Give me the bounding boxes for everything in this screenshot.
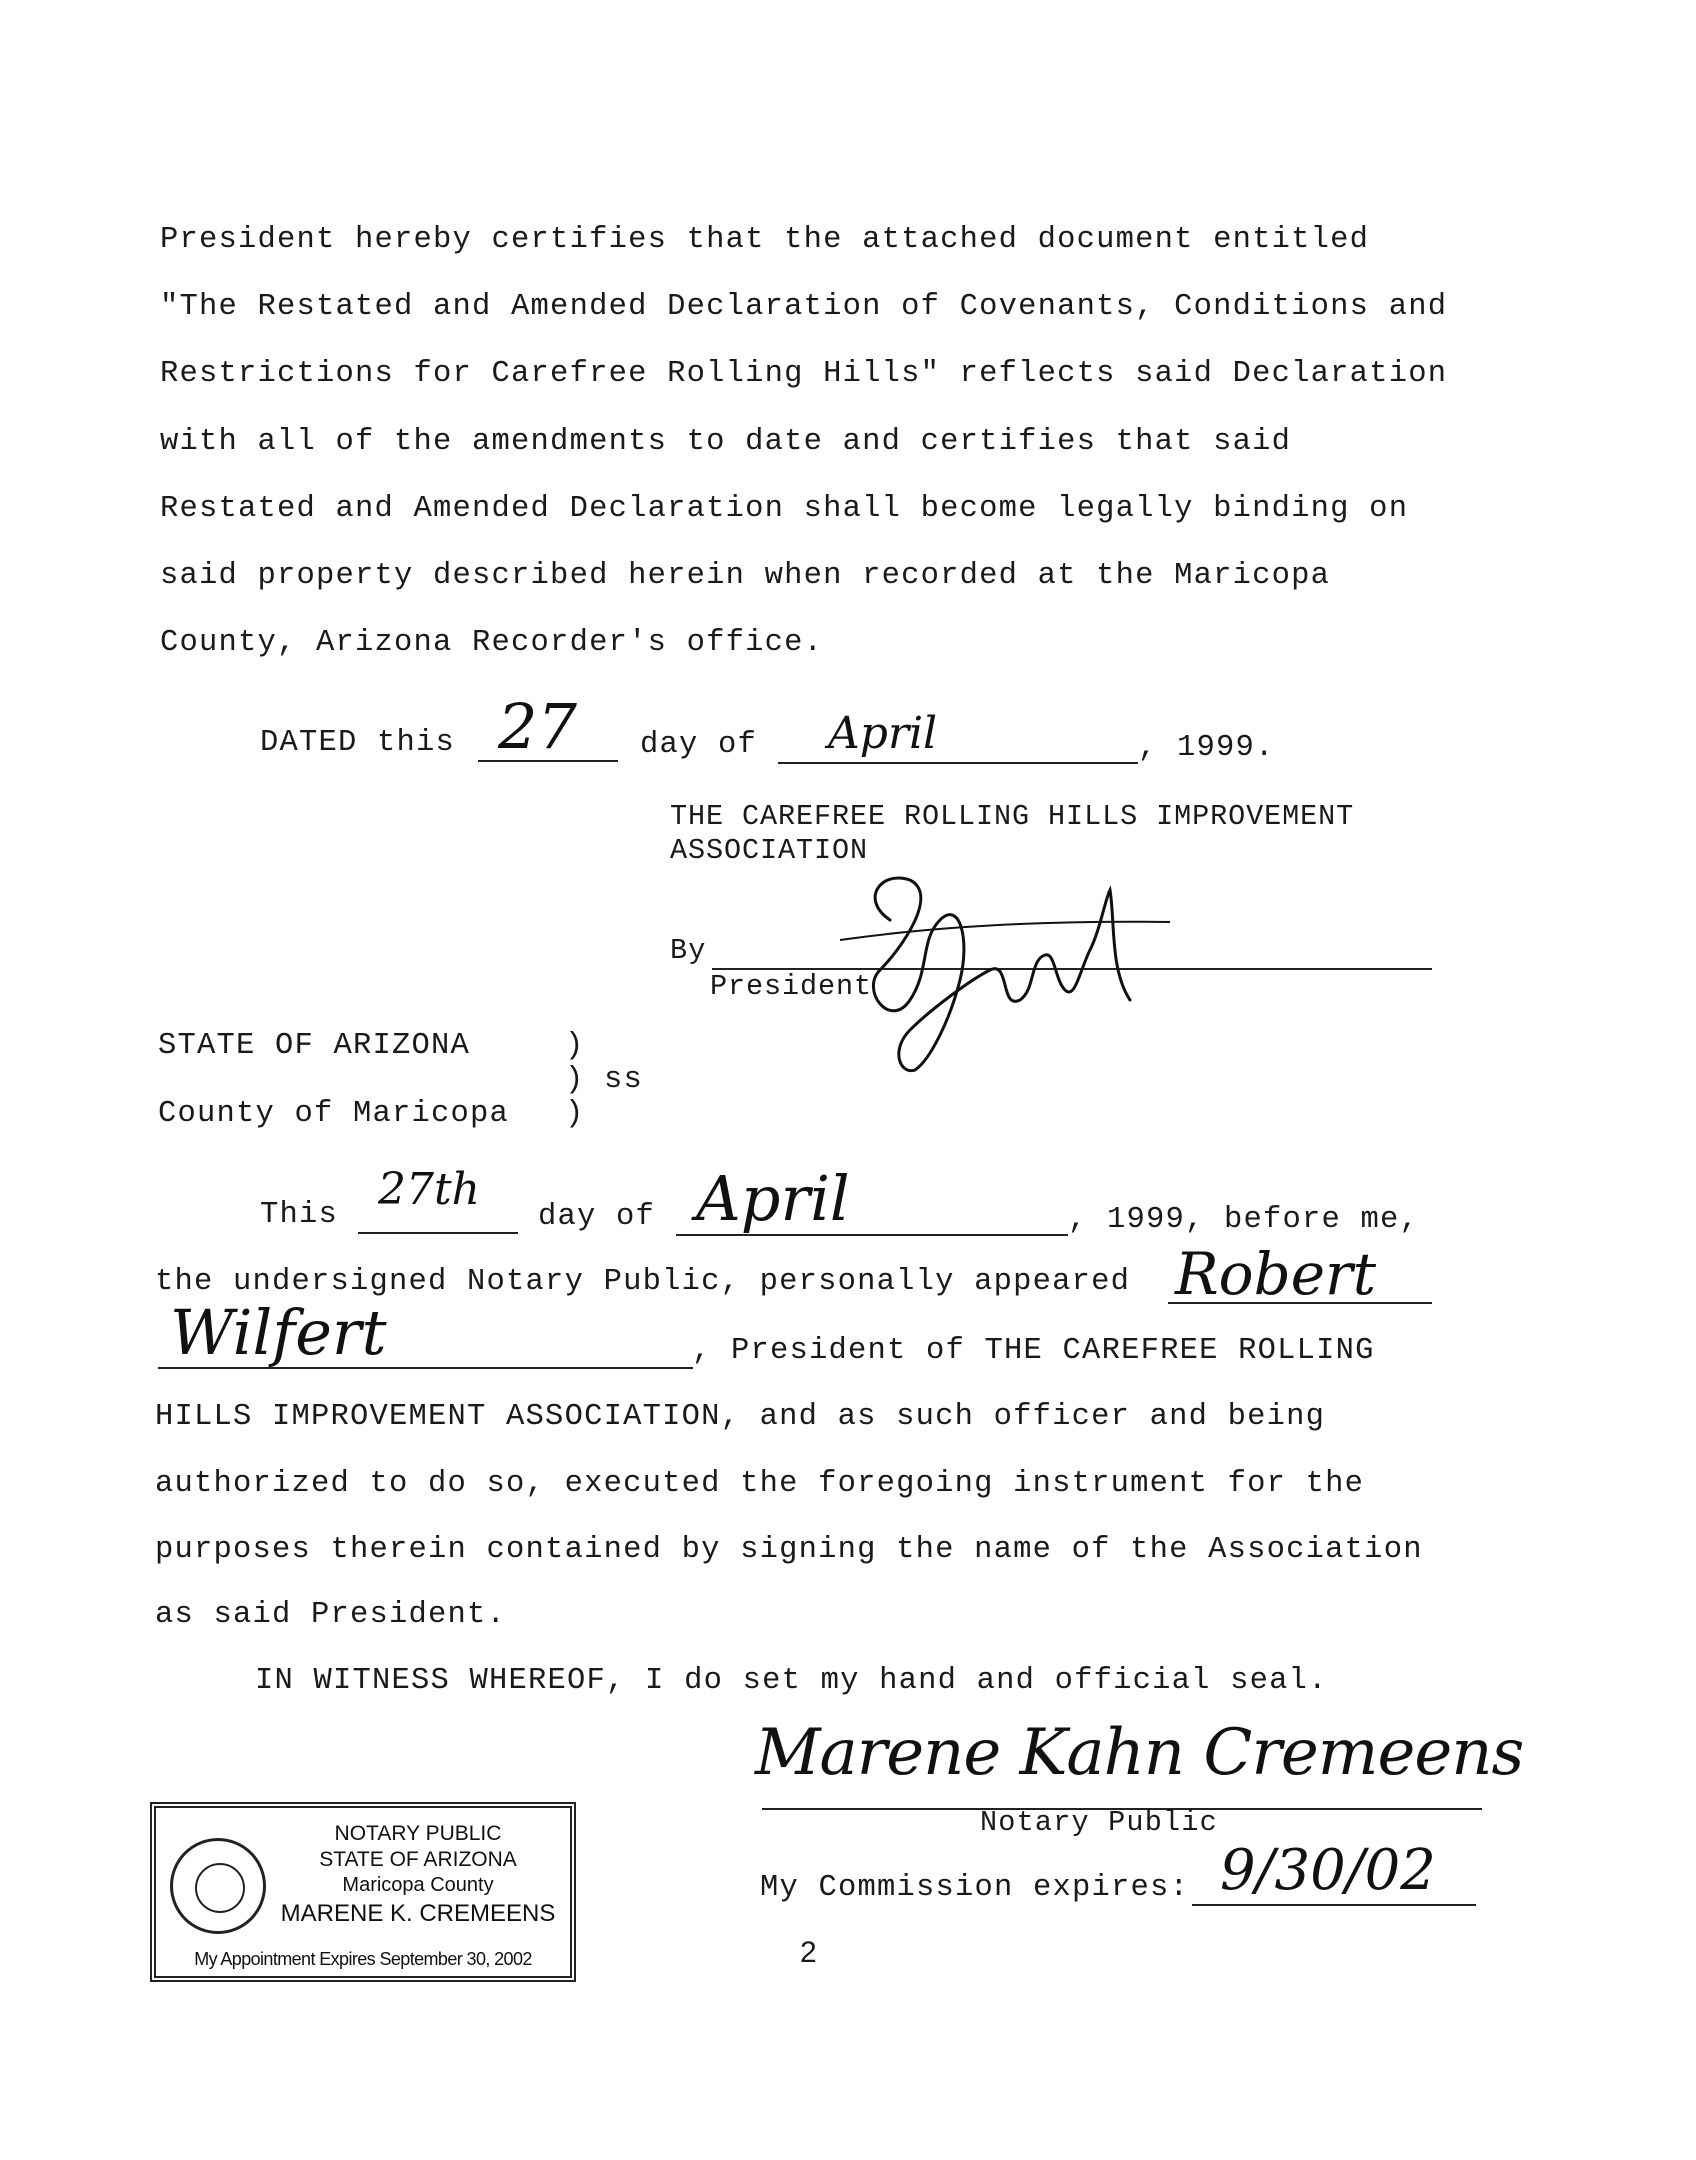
handwritten-ack-month: April bbox=[696, 1162, 850, 1235]
ack-line: HILLS IMPROVEMENT ASSOCIATION, and as such officer and being bbox=[155, 1400, 1326, 1434]
association-name-line2: ASSOCIATION bbox=[670, 834, 869, 867]
ack-day-of: day of bbox=[538, 1200, 656, 1234]
handwritten-ack-day: 27th bbox=[378, 1164, 481, 1215]
dated-year: , 1999. bbox=[1138, 731, 1275, 765]
ack-line3: , President of THE CAREFREE ROLLING bbox=[692, 1334, 1375, 1368]
stamp-line3: Maricopa County bbox=[342, 1874, 494, 1896]
handwritten-name-first: Robert bbox=[1175, 1240, 1377, 1308]
association-name-line1: THE CAREFREE ROLLING HILLS IMPROVEMENT bbox=[670, 800, 1355, 833]
stamp-name: MARENE K. CREMEENS bbox=[280, 1900, 556, 1927]
handwritten-commission-date: 9/30/02 bbox=[1220, 1838, 1436, 1903]
ack-day-blank bbox=[358, 1232, 518, 1234]
ack-line: purposes therein contained by signing the name of the Association bbox=[155, 1533, 1423, 1567]
arizona-seal-icon bbox=[170, 1838, 266, 1934]
commission-label: My Commission expires: bbox=[760, 1871, 1190, 1905]
president-signature bbox=[820, 860, 1180, 1080]
handwritten-day: 27 bbox=[498, 690, 577, 763]
by-label: By bbox=[670, 934, 707, 967]
ack-line: as said President. bbox=[155, 1598, 507, 1632]
ack-year: , 1999, before me, bbox=[1068, 1203, 1420, 1237]
month-blank bbox=[778, 762, 1138, 764]
paragraph-line: President hereby certifies that the attached document entitled bbox=[160, 223, 1370, 257]
stamp-line2: STATE OF ARIZONA bbox=[319, 1848, 517, 1871]
dated-prefix: DATED this bbox=[260, 726, 456, 760]
ack-this: This bbox=[260, 1198, 339, 1232]
commission-blank bbox=[1192, 1904, 1476, 1906]
paragraph-line: with all of the amendments to date and certifies that said bbox=[160, 425, 1292, 459]
paragraph-line: said property described herein when recorded at the Maricopa bbox=[160, 559, 1331, 593]
handwritten-month: April bbox=[828, 708, 938, 759]
paragraph-line: Restated and Amended Declaration shall become legally binding on bbox=[160, 492, 1409, 526]
paragraph-line: Restrictions for Carefree Rolling Hills" reflects said Declaration bbox=[160, 357, 1448, 391]
witness-line: IN WITNESS WHEREOF, I do set my hand and official seal. bbox=[255, 1664, 1328, 1698]
page-number: 2 bbox=[800, 1936, 817, 1969]
stamp-line1: NOTARY PUBLIC bbox=[334, 1822, 502, 1845]
paragraph-line: County, Arizona Recorder's office. bbox=[160, 626, 824, 660]
notary-stamp bbox=[150, 1802, 576, 1982]
venue-state: STATE OF ARIZONA bbox=[158, 1029, 471, 1063]
stamp-expires: My Appointment Expires September 30, 2002 bbox=[194, 1949, 532, 1969]
notary-title: Notary Public bbox=[980, 1806, 1218, 1839]
president-title: President bbox=[710, 970, 873, 1003]
ack-line2: the undersigned Notary Public, personally appeared bbox=[155, 1265, 1131, 1299]
venue-paren: ) bbox=[565, 1097, 585, 1131]
venue-paren: ) bbox=[565, 1029, 585, 1063]
ack-line: authorized to do so, executed the foregoing instrument for the bbox=[155, 1467, 1365, 1501]
paragraph-line: "The Restated and Amended Declaration of Covenants, Conditions and bbox=[160, 290, 1448, 324]
venue-ss: ) ss bbox=[565, 1063, 644, 1097]
dated-day-of: day of bbox=[640, 728, 758, 762]
notary-signature: Marene Kahn Cremeens bbox=[755, 1716, 1524, 1790]
venue-county: County of Maricopa bbox=[158, 1097, 510, 1131]
handwritten-name-last: Wilfert bbox=[170, 1296, 387, 1369]
